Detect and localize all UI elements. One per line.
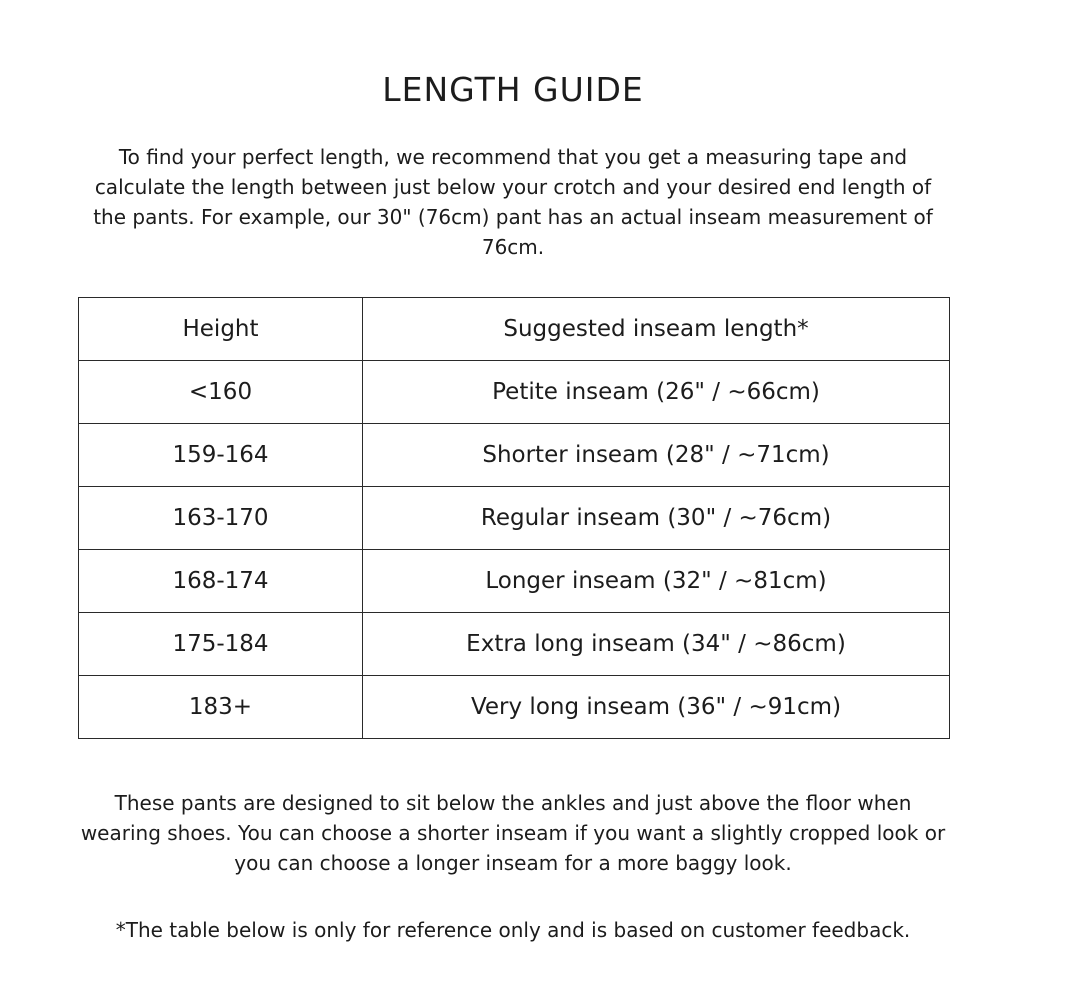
table-row (79, 424, 950, 487)
inseam-cell: Very long inseam (36" / ~91cm) (363, 676, 950, 739)
header-suggested-inseam: Suggested inseam length* (363, 298, 950, 361)
reference-note: *The table below is only for reference only and is based on customer feedback. (115, 918, 911, 942)
inseam-cell: Regular inseam (30" / ~76cm) (363, 487, 950, 550)
fit-description-paragraph: These pants are designed to sit below the ankles and just above the floor when wearing shoes. You can choose a shorter inseam if you want a slightly cropped look or you can choose a longer inseam for a more baggy look. (80, 791, 946, 875)
height-cell: 183+ (79, 676, 363, 739)
table-row (79, 613, 950, 676)
height-cell: 168-174 (79, 550, 363, 613)
height-cell: <160 (79, 361, 363, 424)
page-title: LENGTH GUIDE (382, 70, 644, 109)
length-guide-table (78, 297, 950, 739)
table-row (79, 361, 950, 424)
intro-paragraph: To find your perfect length, we recommend that you get a measuring tape and calculate the length between just below your crotch and your desired end length of the pants. For example, our 30" (76cm) pant has an actual inseam measurement of 76cm. (93, 145, 933, 259)
table-row (79, 676, 950, 739)
inseam-cell: Petite inseam (26" / ~66cm) (363, 361, 950, 424)
height-cell: 163-170 (79, 487, 363, 550)
table-row (79, 550, 950, 613)
table-header-row (79, 298, 950, 361)
header-height: Height (79, 298, 363, 361)
inseam-cell: Extra long inseam (34" / ~86cm) (363, 613, 950, 676)
table-row (79, 487, 950, 550)
height-cell: 175-184 (79, 613, 363, 676)
height-cell: 159-164 (79, 424, 363, 487)
inseam-cell: Shorter inseam (28" / ~71cm) (363, 424, 950, 487)
inseam-cell: Longer inseam (32" / ~81cm) (363, 550, 950, 613)
